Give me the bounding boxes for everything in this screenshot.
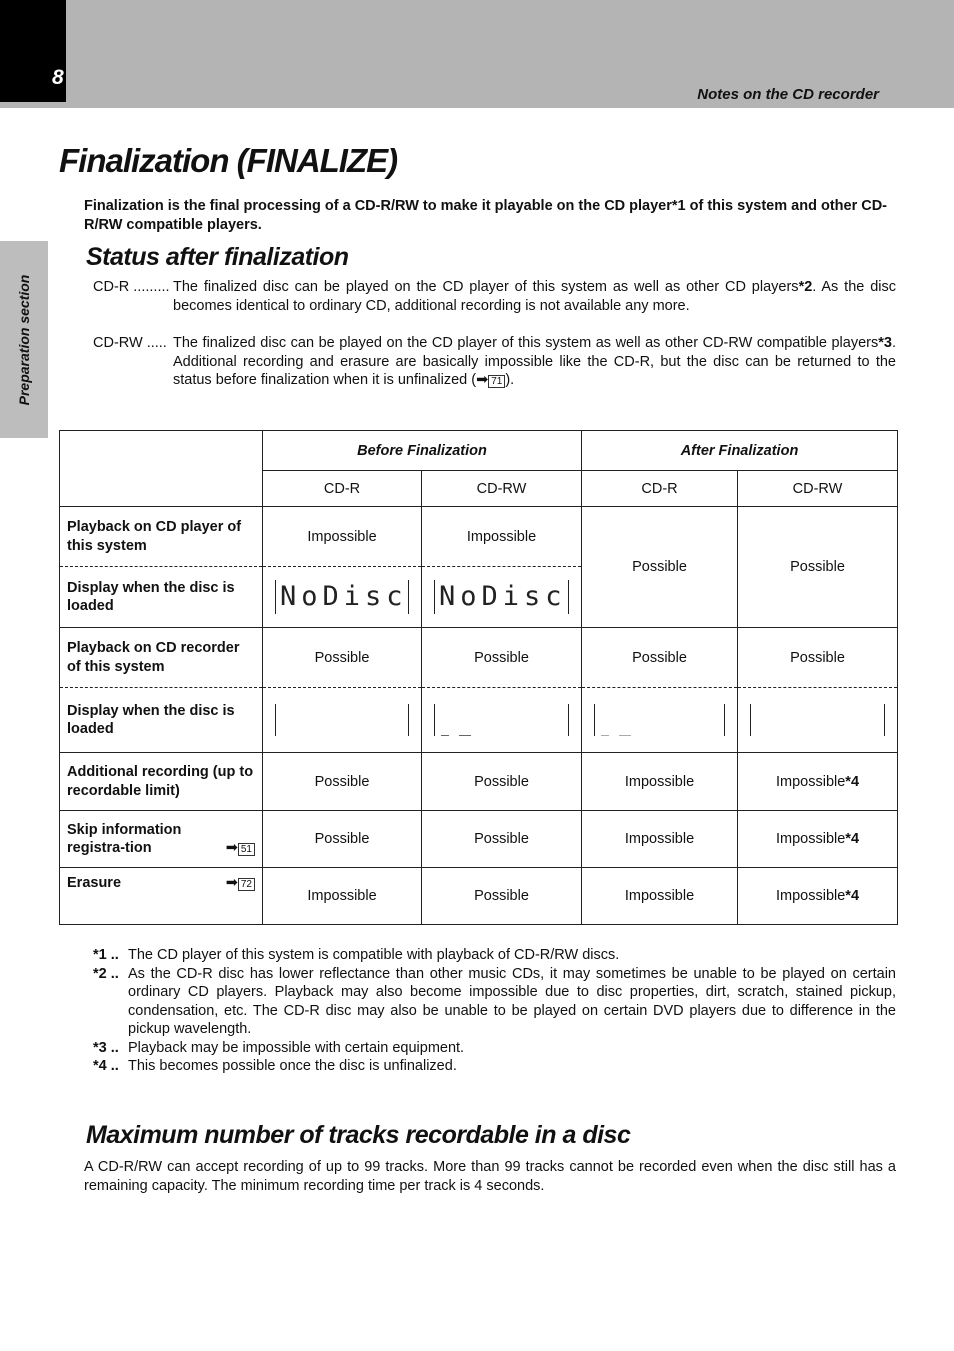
cell: Possible: [738, 507, 898, 628]
cell: Possible: [422, 628, 582, 688]
cell: Possible: [738, 628, 898, 688]
footnote-item: [93, 1039, 896, 1058]
cdrw-text: The finalized disc can be played on the CD player of this system as well as other CD-RW compatible players: [173, 335, 879, 351]
cell: Possible: [263, 753, 422, 811]
table-corner: [60, 431, 263, 507]
page-ref-71[interactable]: 71: [488, 375, 505, 388]
side-tab-label: Preparation section: [16, 274, 32, 406]
footnote-mark: *3: [878, 335, 892, 351]
cell: Possible: [422, 868, 582, 925]
cdr-text-cont: . As the disc becomes identical to ordinary CD, additional recording is not available any more.: [173, 279, 896, 314]
col-after-cdr: CD-R: [582, 471, 738, 507]
footnote-mark: *4: [845, 773, 860, 790]
col-before-cdr: CD-R: [263, 471, 422, 507]
cdrw-status-paragraph: [93, 334, 896, 390]
footnote-key: *3 ..: [93, 1039, 119, 1056]
cell: Impossible: [263, 507, 422, 567]
cell: Impossible: [582, 868, 738, 925]
footnote-mark: *4: [845, 888, 860, 904]
cell: Possible: [263, 811, 422, 868]
cell: Possible: [263, 628, 422, 688]
cell: Possible: [582, 628, 738, 688]
cell: Impossible: [582, 753, 738, 811]
row-label: [60, 868, 263, 925]
group-before: Before Finalization: [263, 431, 582, 471]
table-row: [60, 507, 898, 567]
lcd-display-blank: [594, 704, 725, 736]
footnote-text: Playback may be impossible with certain equipment.: [128, 1039, 465, 1056]
footnote-mark: *2: [798, 279, 813, 295]
arrow-icon: ➡: [476, 372, 489, 388]
footnote-key: *1 ..: [93, 947, 119, 963]
group-after: After Finalization: [582, 431, 898, 471]
cell: Possible: [422, 753, 582, 811]
footnote-text: As the CD-R disc has lower reflectance than other music CDs, it may sometimes be unable to be played on certain ordinary CD players. Playback may also become impossible due to disc properties, dirt, scratch, stained pickup, condensation, etc. The CD-R disc may also be unable to be played on certain DVD players due to difference in the pickup wavelength.: [128, 965, 896, 1037]
table-row: [60, 868, 898, 925]
lcd-display: NoDisc: [434, 580, 569, 614]
row-label: Display when the disc is loaded: [60, 567, 263, 628]
footnote-mark: *4: [845, 831, 860, 847]
page-ref-72[interactable]: 72: [238, 878, 255, 891]
lcd-display-blank: [750, 704, 885, 736]
cell: Impossible: [422, 507, 582, 567]
row-label-text: Skip information registra-tion: [67, 821, 182, 856]
footnote-item: [93, 965, 896, 1039]
intro-paragraph: Finalization is the final processing of a CD-R/RW to make it playable on the CD player*1 of this system and other CD-R/RW compatible players.: [84, 198, 888, 233]
page-number: 8: [52, 66, 64, 89]
max-tracks-paragraph: A CD-R/RW can accept recording of up to 99 tracks. More than 99 tracks cannot be recorded even when the disc still has a remaining capacity. The minimum recording time per track is 4 seconds.: [84, 1159, 896, 1194]
footnotes: [93, 946, 896, 1076]
arrow-icon: ➡: [225, 840, 238, 856]
footnote-item: [93, 946, 896, 965]
cell: [582, 688, 738, 753]
cell-value: Impossible: [775, 888, 846, 904]
footnote-text: The CD player of this system is compatible with playback of CD-R/RW discs.: [128, 947, 620, 963]
table-row: [60, 811, 898, 868]
cdrw-text-end: ).: [505, 372, 515, 388]
row-label: Additional recording (up to recordable limit): [60, 753, 263, 811]
table-row: [60, 628, 898, 688]
lcd-display-blank: [275, 704, 409, 736]
col-after-cdrw: CD-RW: [738, 471, 898, 507]
cell: [738, 811, 898, 868]
row-label-text: Erasure: [67, 875, 122, 891]
cdr-status-paragraph: [93, 278, 896, 315]
cell: Possible: [582, 507, 738, 628]
cdrw-text-cont: . Additional recording and erasure are basically impossible like the CD-R, but the disc can be returned to the status before finalization when it is unfinalized (: [173, 335, 896, 388]
cell: [422, 567, 582, 628]
max-tracks-heading: Maximum number of tracks recordable in a disc: [86, 1121, 631, 1149]
status-heading: Status after finalization: [86, 243, 349, 271]
footnote-key: *2 ..: [93, 965, 119, 982]
cell: [738, 753, 898, 811]
cdr-label: CD-R .........: [93, 279, 170, 295]
cell: [422, 688, 582, 753]
row-label: Playback on CD recorder of this system: [60, 628, 263, 688]
footnote-item: [93, 1057, 896, 1076]
row-label: [60, 811, 263, 868]
table-row: [60, 753, 898, 811]
running-header-title: Notes on the CD recorder: [697, 86, 879, 103]
row-label: Playback on CD player of this system: [60, 507, 263, 567]
cdrw-label: CD-RW .....: [93, 335, 167, 351]
footnote-text: This becomes possible once the disc is unfinalized.: [128, 1058, 457, 1074]
cell-value: Impossible: [775, 773, 846, 790]
col-before-cdrw: CD-RW: [422, 471, 582, 507]
cdr-text: The finalized disc can be played on the CD player of this system as well as other CD players: [173, 279, 799, 295]
page-title: Finalization (FINALIZE): [59, 142, 398, 179]
lcd-display-blank: [434, 704, 569, 736]
cell: Possible: [422, 811, 582, 868]
lcd-display: NoDisc: [275, 580, 409, 614]
row-label: Display when the disc is loaded: [60, 688, 263, 753]
cell: [738, 688, 898, 753]
cell-value: Impossible: [775, 831, 846, 847]
table-row: [60, 688, 898, 753]
cell: [263, 688, 422, 753]
finalization-table: [59, 430, 898, 925]
cell: [738, 868, 898, 925]
footnote-key: *4 ..: [93, 1058, 119, 1074]
arrow-icon: ➡: [225, 875, 238, 891]
cell: Impossible: [263, 868, 422, 925]
cell: Impossible: [582, 811, 738, 868]
page-ref-51[interactable]: 51: [238, 843, 255, 856]
cell: [263, 567, 422, 628]
